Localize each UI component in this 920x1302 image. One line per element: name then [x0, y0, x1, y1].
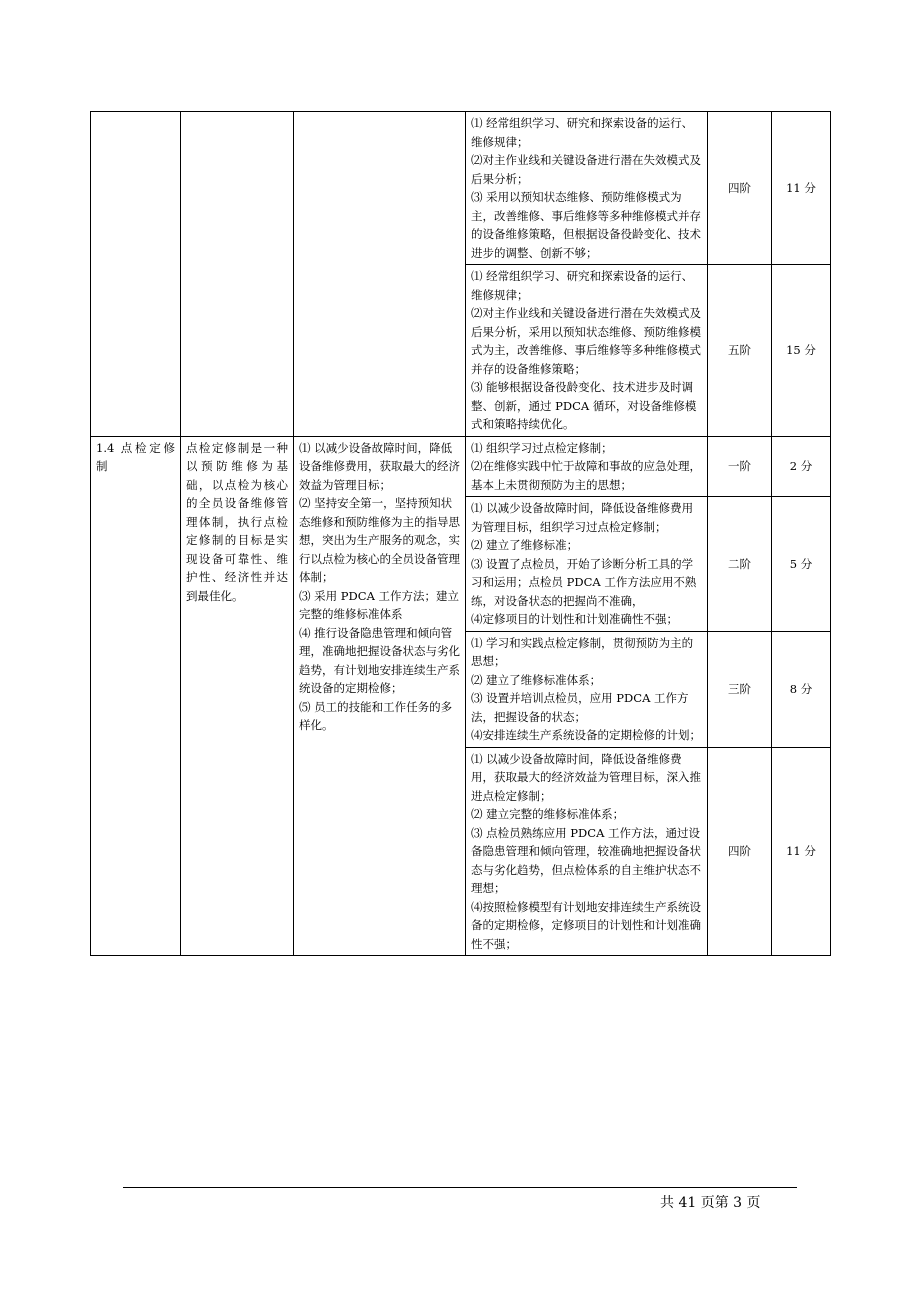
list-item: ⑵ 建立完整的维修标准体系；: [471, 807, 625, 821]
score-cell: 11 分: [772, 112, 831, 265]
list-item: ⑴ 以减少设备故障时间，降低设备维修费用，获取最大的经济效益为管理目标；: [299, 440, 460, 492]
list-item: ⑵ 建立了维修标准体系；: [471, 672, 602, 687]
score-cell: 15 分: [772, 265, 831, 437]
level-content-cell: [466, 265, 708, 437]
definition-cell: 点检定修制是一种以预防维修为基础，以点检为核心的全员设备维修管理体制，执行点检定修制的目标是实现设备可靠性、维护性、经济性并达到最佳化。: [181, 436, 294, 956]
stage-cell: 一阶: [708, 436, 772, 497]
evaluation-table: [90, 111, 831, 956]
level-content-cell: [466, 436, 708, 497]
stage-cell: 二阶: [708, 497, 772, 632]
stage-cell: 四阶: [708, 112, 772, 265]
level-content-cell: [466, 631, 708, 747]
list-item: ⑷安排连续生产系统设备的定期检修的计划；: [471, 728, 701, 742]
list-item: ⑶ 设置了点检员，开始了诊断分析工具的学习和运用；点检员 PDCA 工作方法应用不熟练，对设备状态的把握尚不准确，: [471, 556, 697, 608]
page-number: 共 41 页第 3 页: [660, 1195, 761, 1211]
list-item: ⑵对主作业线和关键设备进行潜在失效模式及后果分析，采用以预知状态维修、预防维修模式为主，改善维修、事后维修等多种维修模式并存的设备维修策略；: [471, 306, 701, 376]
list-item: ⑴ 学习和实践点检定修制，贯彻预防为主的思想；: [471, 635, 694, 668]
section-name-cell: [91, 112, 181, 437]
section-name-cell: 1.4 点检定修制: [91, 436, 181, 956]
table-row: [91, 436, 831, 497]
list-item: ⑴ 以减少设备故障时间，降低设备维修费用，获取最大的经济效益为管理目标，深入推进点检定修制；: [471, 751, 701, 803]
stage-cell: 三阶: [708, 631, 772, 747]
score-cell: 5 分: [772, 497, 831, 632]
list-item: ⑶ 采用 PDCA 工作方法；建立完整的维修标准体系: [299, 588, 460, 621]
footer-divider: [123, 1187, 797, 1188]
list-item: ⑴ 经常组织学习、研究和探索设备的运行、维修规律；: [471, 269, 694, 302]
definition-cell: [181, 112, 294, 437]
list-item: ⑶ 能够根据设备役龄变化、技术进步及时调整、创新，通过 PDCA 循环，对设备维修模式和策略持续优化。: [471, 380, 697, 431]
level-content-cell: [466, 112, 708, 265]
list-item: ⑴ 组织学习过点检定修制；: [471, 440, 613, 455]
list-item: ⑵在维修实践中忙于故障和事故的应急处理，基本上未贯彻预防为主的思想；: [471, 459, 701, 492]
list-item: ⑵对主作业线和关键设备进行潜在失效模式及后果分析；: [471, 153, 701, 186]
stage-cell: 四阶: [708, 747, 772, 956]
list-item: ⑷按照检修模型有计划地安排连续生产系统设备的定期检修，定修项目的计划性和计划准确性不强；: [471, 899, 701, 951]
table-row: [91, 112, 831, 265]
list-item: ⑷定修项目的计划性和计划准确性不强；: [471, 612, 678, 626]
list-item: ⑴ 经常组织学习、研究和探索设备的运行、维修规律；: [471, 116, 694, 149]
list-item: ⑶ 点检员熟练应用 PDCA 工作方法，通过设备隐患管理和倾向管理，较准确地把握设备状态与劣化趋势，但点检体系的自主维护状态不理想；: [471, 825, 701, 895]
stage-cell: 五阶: [708, 265, 772, 437]
score-cell: 11 分: [772, 747, 831, 956]
list-item: ⑴ 以减少设备故障时间，降低设备维修费用为管理目标，组织学习过点检定修制；: [471, 501, 694, 534]
list-item: ⑵ 建立了维修标准；: [471, 538, 579, 552]
requirements-cell: [294, 112, 466, 437]
score-cell: 8 分: [772, 631, 831, 747]
level-content-cell: [466, 747, 708, 956]
level-content-cell: [466, 497, 708, 632]
list-item: ⑶ 采用以预知状态维修、预防维修模式为主，改善维修、事后维修等多种维修模式并存的设备维修策略，但根据设备役龄变化、技术进步的调整、创新不够；: [471, 190, 701, 260]
list-item: ⑷ 推行设备隐患管理和倾向管理，准确地把握设备状态与劣化趋势，有计划地安排连续生产系统设备的定期检修；: [299, 625, 460, 695]
list-item: ⑵ 坚持安全第一，坚持预知状态维修和预防维修为主的指导思想，突出为生产服务的观念，实行以点检为核心的全员设备管理体制；: [299, 496, 460, 584]
score-cell: 2 分: [772, 436, 831, 497]
list-item: ⑸ 员工的技能和工作任务的多样化。: [299, 699, 453, 732]
list-item: ⑶ 设置并培训点检员，应用 PDCA 工作方法，把握设备的状态；: [471, 691, 689, 724]
requirements-cell: [294, 436, 466, 956]
